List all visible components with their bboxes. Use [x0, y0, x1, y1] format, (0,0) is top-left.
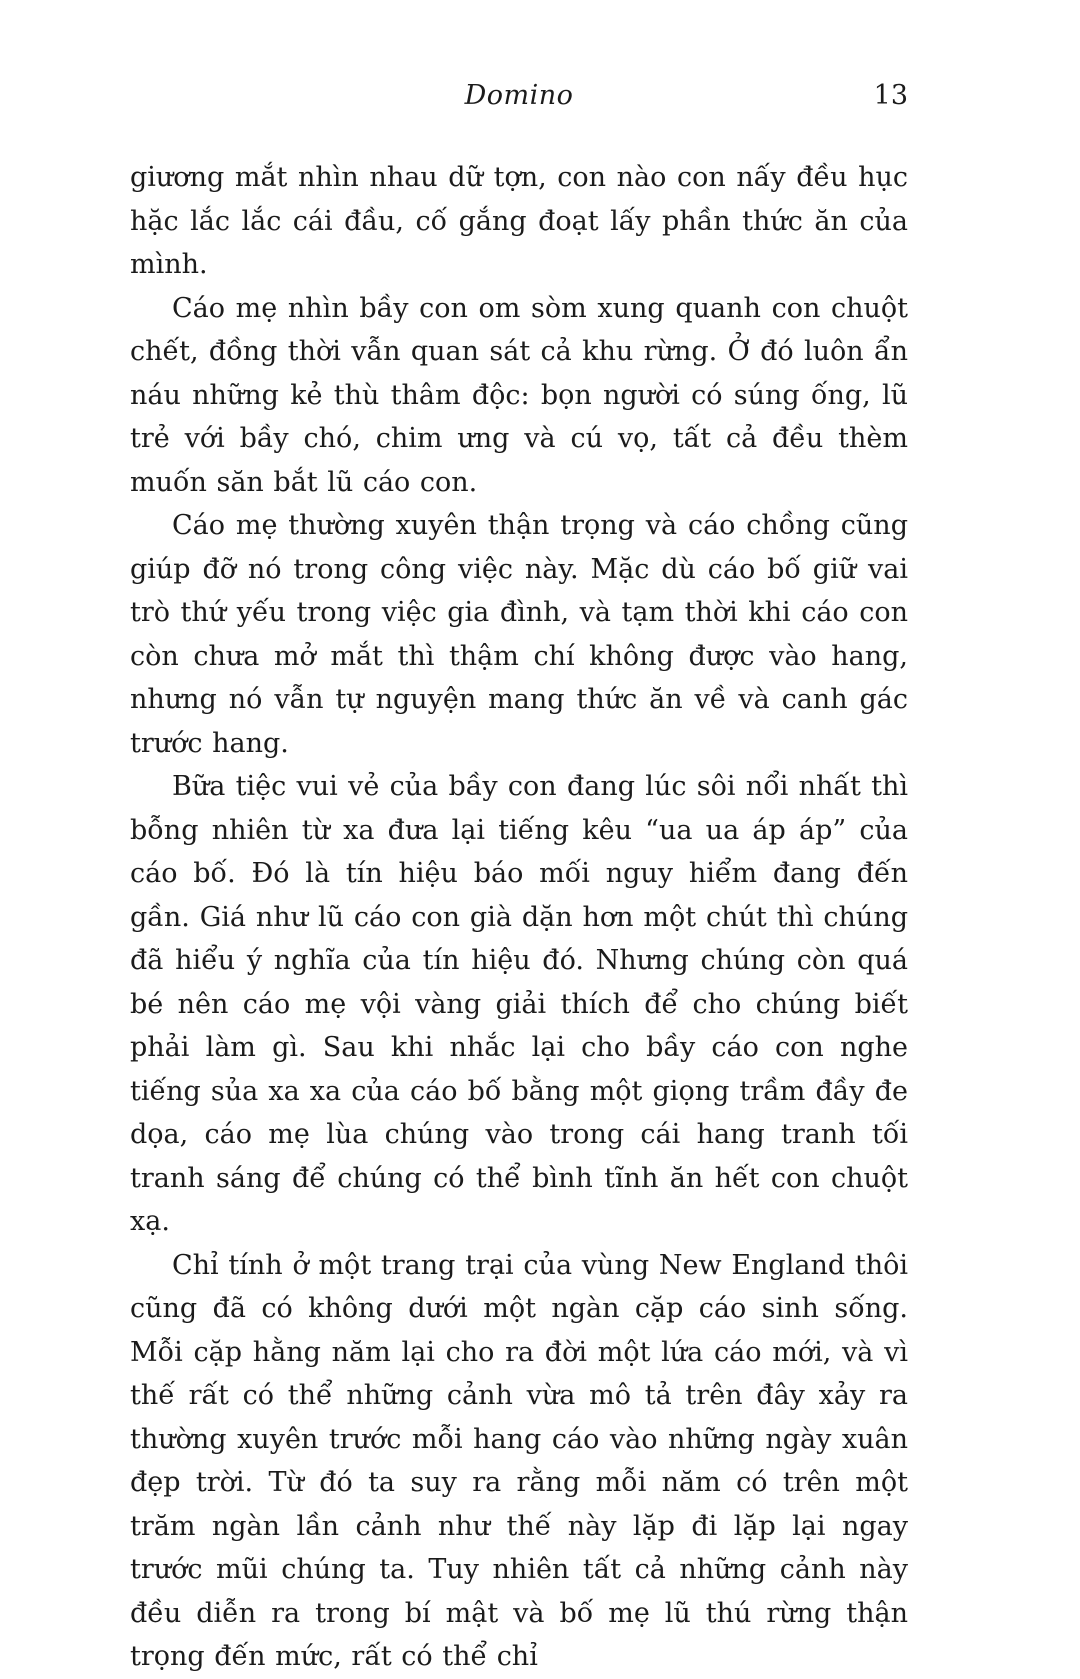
paragraph: Cáo mẹ thường xuyên thận trọng và cáo chồng cũng giúp đỡ nó trong công việc này. Mặc dù cáo bố giữ vai trò thứ yếu trong việc gia đình, và tạm thời khi cáo con còn chưa mở mắt thì thậm chí không được vào hang, nhưng nó vẫn tự nguyện mang thức ăn về và canh gác trước hang. [130, 510, 908, 759]
paragraph: Cáo mẹ nhìn bầy con om sòm xung quanh con chuột chết, đồng thời vẫn quan sát cả khu rừng. Ở đó luôn ẩn náu những kẻ thù thâm độc: bọn người có súng ống, lũ trẻ với bầy chó, chim ưng và cú vọ, tất cả đều thèm muốn săn bắt lũ cáo con. [130, 292, 908, 498]
paragraph-continuation: giương mắt nhìn nhau dữ tợn, con nào con nấy đều hục hặc lắc lắc cái đầu, cố gắng đoạt lấy phần thức ăn của mình. [130, 162, 908, 280]
page-body [130, 156, 908, 1679]
page-header [130, 80, 908, 116]
paragraph: Bữa tiệc vui vẻ của bầy con đang lúc sôi nổi nhất thì bỗng nhiên từ xa đưa lại tiếng kêu “ua ua áp áp” của cáo bố. Đó là tín hiệu báo mối nguy hiểm đang đến gần. Giá như lũ cáo con già dặn hơn một chút thì chúng đã hiểu ý nghĩa của tín hiệu đó. Nhưng chúng còn quá bé nên cáo mẹ vội vàng giải thích để cho chúng biết phải làm gì. Sau khi nhắc lại cho bầy cáo con nghe tiếng sủa xa xa của cáo bố bằng một giọng trầm đầy đe dọa, cáo mẹ lùa chúng vào trong cái hang tranh tối tranh sáng để chúng có thể bình tĩnh ăn hết con chuột xạ. [130, 771, 908, 1237]
page-number: 13 [873, 80, 908, 111]
running-title: Domino [464, 80, 574, 111]
paragraph: Chỉ tính ở một trang trại của vùng New England thôi cũng đã có không dưới một ngàn cặp cáo sinh sống. Mỗi cặp hằng năm lại cho ra đời một lứa cáo mới, và vì thế rất có thể những cảnh vừa mô tả trên đây xảy ra thường xuyên trước mỗi hang cáo vào những ngày xuân đẹp trời. Từ đó ta suy ra rằng mỗi năm có trên một trăm ngàn lần cảnh như thế này lặp đi lặp lại ngay trước mũi chúng ta. Tuy nhiên tất cả những cảnh này đều diễn ra trong bí mật và bố mẹ lũ thú rừng thận trọng đến mức, rất có thể chỉ [130, 1249, 908, 1672]
